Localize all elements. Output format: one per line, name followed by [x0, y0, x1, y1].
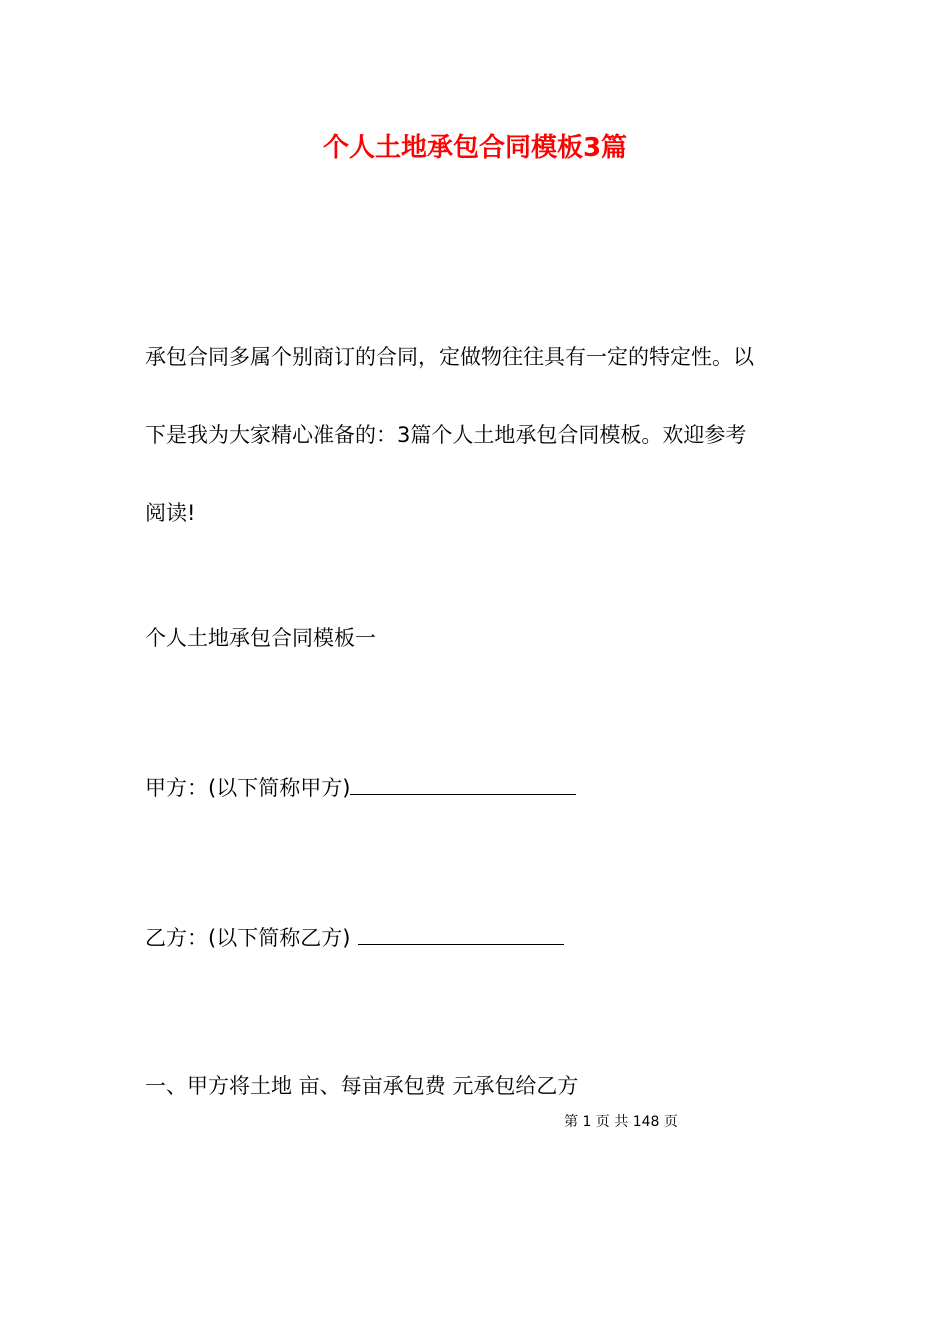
party-b-blank — [358, 920, 564, 945]
party-a-label: 甲方：(以下简称甲方) — [145, 776, 351, 800]
page-number: 第 1 页 共 148 页 — [564, 1114, 678, 1130]
intro-line: 承包合同多属个别商订的合同，定做物往往具有一定的特定性。以 — [145, 345, 754, 369]
intro-line: 下是我为大家精心准备的：3篇个人土地承包合同模板。欢迎参考 — [145, 423, 747, 447]
intro-line: 阅读! — [145, 501, 196, 525]
document-title: 个人土地承包合同模板3篇 — [322, 133, 628, 163]
clause-1: 一、甲方将土地 亩、每亩承包费 元承包给乙方 — [145, 1074, 579, 1098]
intro-paragraph — [145, 318, 810, 552]
party-a-blank — [350, 770, 576, 795]
section-heading: 个人土地承包合同模板一 — [145, 626, 376, 650]
party-b-label: 乙方：(以下简称乙方) — [145, 926, 351, 950]
party-a-line — [145, 770, 576, 806]
party-b-line — [145, 920, 564, 956]
